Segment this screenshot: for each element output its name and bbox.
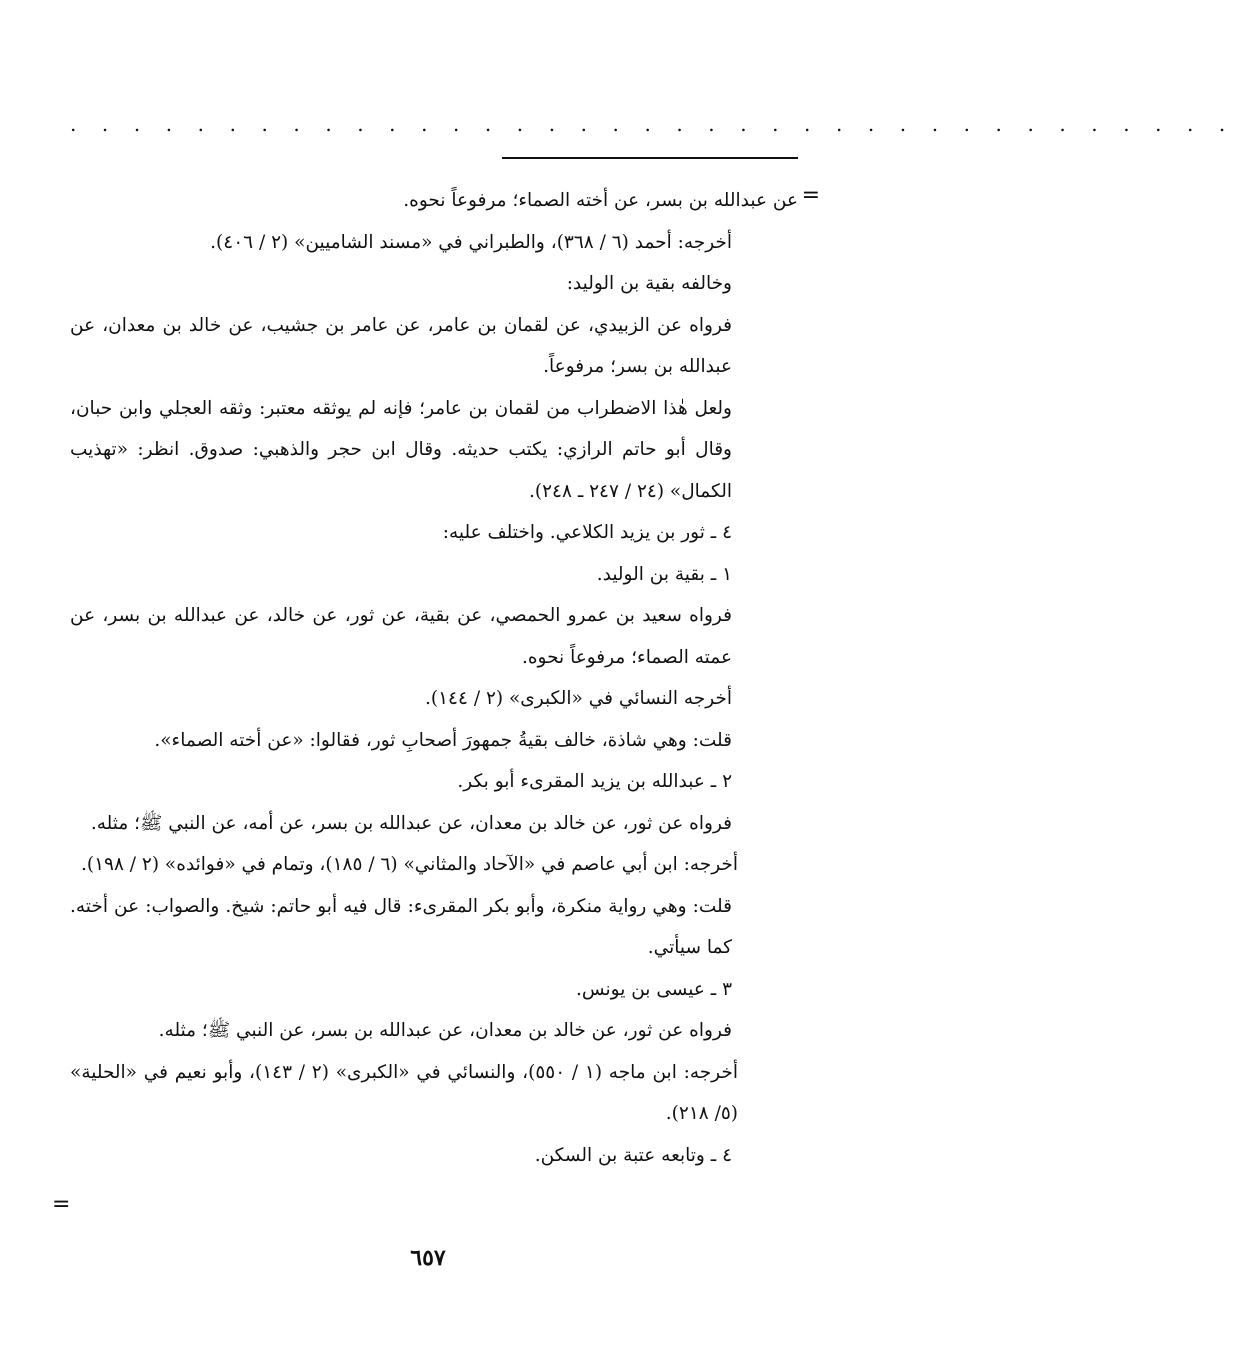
page-number: ٦٥٧ (410, 1245, 446, 1271)
text-line: أخرجه: ابن ماجه (١ / ٥٥٠)، والنسائي في «الكبرى» (٢ / ١٤٣)، وأبو نعيم في «الحلية» (٥/ ٢١٨). (70, 1061, 738, 1124)
header-dots: . . . . . . . . . . . . . . . . . . . . . . . . . . . . . . . . . . . . . (70, 112, 1235, 136)
text-line: قلت: وهي شاذة، خالف بقيةُ جمهورَ أصحابِ ثور، فقالوا: «عن أخته الصماء». (154, 729, 732, 751)
footnote-text (70, 180, 798, 1176)
heading-line: ٤ ـ ثور بن يزيد الكلاعي. واختلف عليه: (442, 522, 732, 543)
continuation-mark-bottom: = (52, 1192, 71, 1217)
text-line: فرواه عن ثور، عن خالد بن معدان، عن عبدالله بن بسر، عن أمه، عن النبي ﷺ؛ مثله. (90, 812, 732, 834)
text-line: فرواه سعيد بن عمرو الحمصي، عن بقية، عن ثور، عن خالد، عن عبدالله بن بسر، عن عمته الصماء؛ مرفوعاً نحوه. (70, 605, 732, 668)
text-line: وخالفه بقية بن الوليد: (566, 273, 732, 294)
text-line: ولعل هٰذا الاضطراب من لقمان بن عامر؛ فإنه لم يوثقه معتبر: وثقه العجلي وابن حبان، وقال أبو حاتم الرازي: يكتب حديثه. وقال ابن حجر والذهبي: صدوق. انظر: «تهذيب الكمال» (٢٤ / ٢٤٧ ـ ٢٤٨). (70, 397, 732, 502)
footnote-separator-rule (502, 157, 798, 159)
heading-line: ٣ ـ عيسى بن يونس. (576, 978, 732, 1000)
text-line: فرواه عن الزبيدي، عن لقمان بن عامر، عن عامر بن جشيب، عن خالد بن معدان، عن عبدالله بن بسر؛ مرفوعاً. (70, 314, 732, 377)
text-line: فرواه عن ثور، عن خالد بن معدان، عن عبدالله بن بسر، عن النبي ﷺ؛ مثله. (158, 1020, 732, 1041)
text-line: قلت: وهي رواية منكرة، وأبو بكر المقرىء: قال فيه أبو حاتم: شيخ. والصواب: عن أخته. كما سيأتي. (70, 895, 732, 958)
heading-line: ١ ـ بقية بن الوليد. (596, 563, 732, 585)
text-line: أخرجه: أحمد (٦ / ٣٦٨)، والطبراني في «مسند الشاميين» (٢ / ٤٠٦). (210, 231, 732, 253)
continuation-mark-top: = (801, 183, 820, 208)
heading-line: ٢ ـ عبدالله بن يزيد المقرىء أبو بكر. (457, 771, 732, 792)
text-line: أخرجه: ابن أبي عاصم في «الآحاد والمثاني» (٦ / ١٨٥)، وتمام في «فوائده» (٢ / ١٩٨). (80, 854, 738, 875)
text-line: عن عبدالله بن بسر، عن أخته الصماء؛ مرفوعاً نحوه. (403, 190, 798, 211)
heading-line: ٤ ـ وتابعه عتبة بن السكن. (534, 1144, 732, 1166)
text-line: أخرجه النسائي في «الكبرى» (٢ / ١٤٤). (425, 688, 732, 709)
